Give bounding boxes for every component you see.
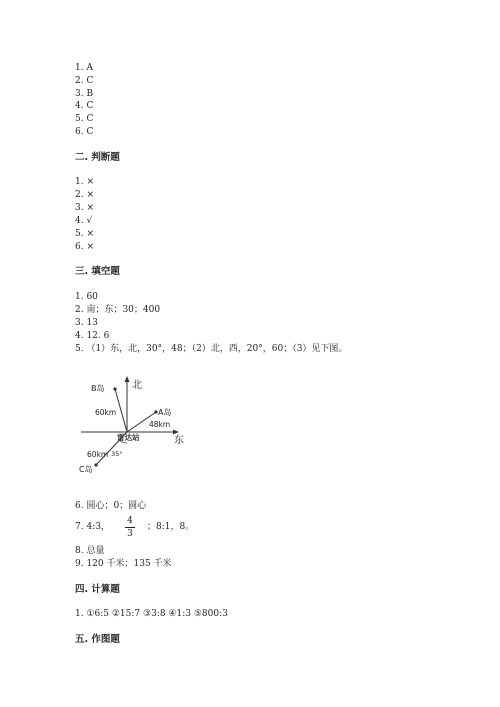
answer-line: 2. × <box>75 190 94 200</box>
section-heading: 二. 判断题 <box>75 152 120 163</box>
answer-line: 6. × <box>75 242 94 252</box>
section-heading: 三. 填空题 <box>75 266 120 277</box>
b-ray <box>115 389 127 432</box>
answer-line: 9. 120 千米；135 千米 <box>75 559 172 569</box>
east-label: 东 <box>174 435 184 446</box>
section-heading: 四. 计算题 <box>75 584 120 595</box>
answer-line: 2. 南；东；30；400 <box>75 305 161 315</box>
north-arrow-icon <box>125 376 130 382</box>
center-label: 雷达站 <box>117 433 140 442</box>
a-distance: 48km <box>149 420 171 429</box>
answer-line: 6. C <box>75 127 94 137</box>
answer-line: 4. 12. 6 <box>75 331 110 341</box>
answer-line: 5. C <box>75 114 94 124</box>
b-distance: 60km <box>95 408 117 417</box>
answer-line: 2. C <box>75 76 94 86</box>
fraction-denominator: 3 <box>127 529 133 539</box>
answer-line: 5. × <box>75 229 94 239</box>
answer-line-prefix: 7. 4:3， <box>75 522 110 532</box>
answer-line: 4. √ <box>75 216 93 226</box>
fraction-bar <box>125 527 135 528</box>
answer-line: 8. 总量 <box>75 546 105 556</box>
section-heading: 五. 作图题 <box>75 634 120 645</box>
answer-line: 4. C <box>75 101 94 111</box>
answer-line: 1. A <box>75 63 93 73</box>
answer-line: 3. B <box>75 89 94 99</box>
answer-line: 1. × <box>75 177 94 187</box>
north-label: 北 <box>132 380 142 391</box>
b-point <box>113 387 116 390</box>
answer-line: 5. （1）东，北，30°，48；（2）北，西，20°，60；（3）见下图。 <box>75 344 348 354</box>
c-point <box>94 463 97 466</box>
c-label: C岛 <box>79 465 93 474</box>
answer-line: 1. 60 <box>75 292 98 302</box>
a-label: A岛 <box>158 408 172 417</box>
c-distance: 60km <box>87 450 109 459</box>
answer-line: 6. 圆心；0；圆心 <box>75 501 147 511</box>
answer-line-suffix: ；8:1，8。 <box>147 522 195 532</box>
direction-diagram <box>75 372 195 477</box>
answer-line: 1. ①6:5 ②15:7 ③3:8 ④1:3 ⑤800:3 <box>75 609 228 619</box>
fraction-numerator: 4 <box>127 516 133 526</box>
answer-line: 3. × <box>75 203 94 213</box>
angle-label: 35° <box>111 450 123 458</box>
east-arrow-icon <box>173 430 179 435</box>
answer-line: 3. 13 <box>75 318 98 328</box>
b-label: B岛 <box>91 384 105 393</box>
